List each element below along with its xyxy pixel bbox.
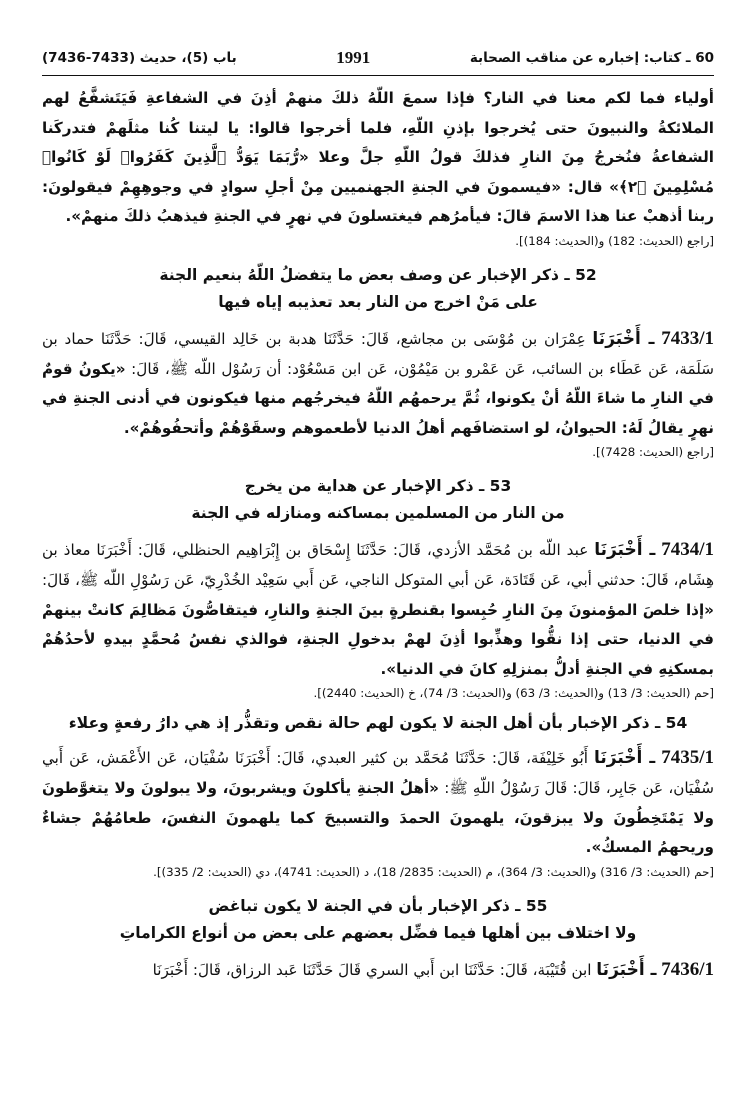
hadith-number: 7433/1	[661, 327, 715, 349]
section-heading	[42, 710, 714, 737]
akhbarana-word: ـ أَخْبَرَنَا	[593, 748, 656, 769]
page-body	[42, 84, 714, 985]
hadith-isnad: عِمْرَان بن مُوْسَى بن مجاشع، قَالَ: حَدَّثَنَا هدبة بن خَالِد القيسي، قَالَ: حَدَّثَنَا حماد بن سَلَمَة، عَن عَطَاء بن السائب، عَن عَمْرو بن مَيْمُوْن، عَن ابن مَسْعُوْد: أن رَسُوْل اللّه ﷺ، قَالَ:	[42, 329, 714, 378]
heading-line: 52 ـ ذكر الإخبار عن وصف بعض ما يتفضلُ اللّهُ بنعيم الجنة	[159, 265, 597, 284]
akhbarana-word: ـ أَخْبَرَنَا	[594, 540, 656, 561]
header-book-title: 60 ـ كتاب: إخباره عن مناقب الصحابة	[469, 50, 714, 66]
page-number: 1991	[336, 48, 371, 67]
section-heading	[42, 473, 714, 527]
akhbarana-word: ـ أَخْبَرَنَا	[592, 328, 655, 349]
heading-line: من النار من المسلمين بمساكنه ومنازله في الجنة	[191, 504, 565, 523]
akhbarana-word: ـ أَخْبَرَنَا	[596, 959, 657, 980]
hadith-number: 7435/1	[661, 747, 715, 769]
hadith-number: 7434/1	[661, 539, 715, 561]
hadith-paragraph	[42, 743, 714, 862]
hadith-reference: [راجع (الحديث: 7428)].	[592, 445, 714, 460]
hadith-reference: [حم (الحديث: 3/ 13) و(الحديث: 3/ 63) و(الحديث: 3/ 74)، خ (الحديث: 2440)].	[313, 686, 714, 701]
hadith-paragraph	[42, 535, 714, 684]
hadith-paragraph	[42, 955, 714, 986]
hadith-isnad: أَبُو خَلِيْفَة، قَالَ: حَدَّثَنَا مُحَمَّد بن كثير العبدي، قَالَ: أَخْبَرَنَا سُفْيَان، عَن الأَعْمَش، عَن أَبي سُفْيَان، عَن جَابِر، قَالَ: قَالَ رَسُوْلُ اللّهِ ﷺ:	[42, 749, 715, 797]
hadith-reference: [حم (الحديث: 3/ 316) و(الحديث: 3/ 364)، م (الحديث: 2835/ 18)، د (الحديث: 4741)، دي (الحديث: 2/ 335)].	[153, 864, 714, 879]
section-heading	[42, 262, 714, 316]
header-rule	[42, 75, 714, 76]
hadith-matn: «إذا خلصَ المؤمنونَ مِنَ النارِ حُبِسوا بقنطرةٍ بينَ الجنةِ والنارِ، فيتقاصُّونَ مَظالِمَ كانتْ بينهمْ في الدنيا، حتى إذا نقُّوا وهذِّبوا أذِنَ لهمْ بدخولِ الجنةِ، فوالذي نفسُ مُحمَّدٍ بيدهِ لأحدُهُمْ بمسكنِهِ في الجنةِ أدلُّ بمنزلِهِ كانَ في الدنيا».	[42, 600, 714, 678]
heading-line: 54 ـ ذكر الإخبار بأن أهل الجنة لا يكون لهم حالة نقص وتقذُّر إذ هي دارُ رفعةٍ وعلاء	[68, 714, 688, 733]
section-heading	[42, 893, 714, 947]
running-header	[42, 44, 714, 72]
hadith-matn: «يكونُ قومٌ في النارِ ما شاءَ اللّهُ أنْ يكونوا، ثُمَّ يرحمهُم اللّهُ فيخرجُهم منها فيكونون في أدنى الجنةِ في نهرٍ يقالُ لَهُ: الحيوانُ، لو استضافَهم أهلُ الدنيا لأطعموهم وسقَوْهُمْ وأتحفُوهُمْ».	[42, 359, 714, 437]
heading-line: 53 ـ ذكر الإخبار عن هداية من يخرج	[244, 477, 512, 496]
heading-line: على مَنْ اخرج من النار بعد تعذيبه إياه فيها	[218, 292, 538, 311]
intro-reference: [راجع (الحديث: 182) و(الحديث: 184)].	[515, 233, 714, 248]
header-chapter-ref: باب (5)، حديث (7433-7436)	[42, 50, 237, 66]
hadith-paragraph	[42, 324, 714, 443]
hadith-isnad: عبد اللّه بن مُحَمَّد الأزدي، قَالَ: حَدَّثَنَا إِسْحَاق بن إِبْرَاهِيم الحنظلي، قَالَ: أَخْبَرَنَا معاذ بن هِشَام، قَالَ: حدثني أبي، عَن قَتَادَة، عَن أبي المتوكل الناجي، عَن أَبي سَعِيْد الخُدْرِيّ، عَن رَسُوْلِ اللّه ﷺ، قَالَ:	[42, 541, 714, 589]
hadith-isnad: ابن قُتَيْبَة، قَالَ: حَدَّثَنَا ابن أَبي السري قَالَ حَدَّثَنَا عَبد الرزاق، قَالَ: أَخْبَرَنَا	[152, 960, 592, 979]
heading-line: ولا اختلاف بين أهلها فيما فضِّل بعضهم على بعض من أنواع الكراماتِ	[119, 923, 637, 942]
heading-line: 55 ـ ذكر الإخبار بأن في الجنة لا يكون تباغض	[208, 896, 548, 915]
hadith-matn: «أهلُ الجنةِ يأكلونَ ويشربونَ، ولا يبولونَ ولا يتغوَّطونَ ولا يَمْتَخِطُونَ ولا يبزقونَ، يلهمونَ الحمدَ والتسبيحَ كما يلهمونَ النفسَ، طعامُهُمْ جشاءٌ وريحهمُ المسكُ».	[42, 778, 714, 857]
hadith-number: 7436/1	[661, 958, 714, 980]
intro-paragraph: أولياء فما لكم معنا في النار؟ فإذا سمعَ اللّهُ ذلكَ منهمْ أذِنَ في الشفاعةِ فَيَتَشفَّعُ لهم الملائكةُ والنبيونَ حتى يُخرجوا بإذنِ اللّهِ، فلما أخرجوا قالوا: يا ليتنا كُنا مثلَهمْ فتدركَنا الشفاعةُ فنُخرجُ مِنَ النارِ فذلكَ قولُ اللّهِ جلَّ وعلا «رُّبَمَا يَوَدُّ ٱلَّذِينَ كَفَرُوا۟ لَوْ كَانُوا۟ مُسْلِمِينَ ﴿٢﴾» قال: «فيسمونَ في الجنةِ الجهنميين مِنْ أجلِ سوادٍ في وجوهِهِمْ فيقولونَ: ربنا أذهبْ عنا هذا الاسمَ قالَ: فيأمرُهم فيغتسلونَ في نهرٍ في الجنةِ فيذهبُ ذلكَ منهمْ».	[42, 89, 715, 226]
